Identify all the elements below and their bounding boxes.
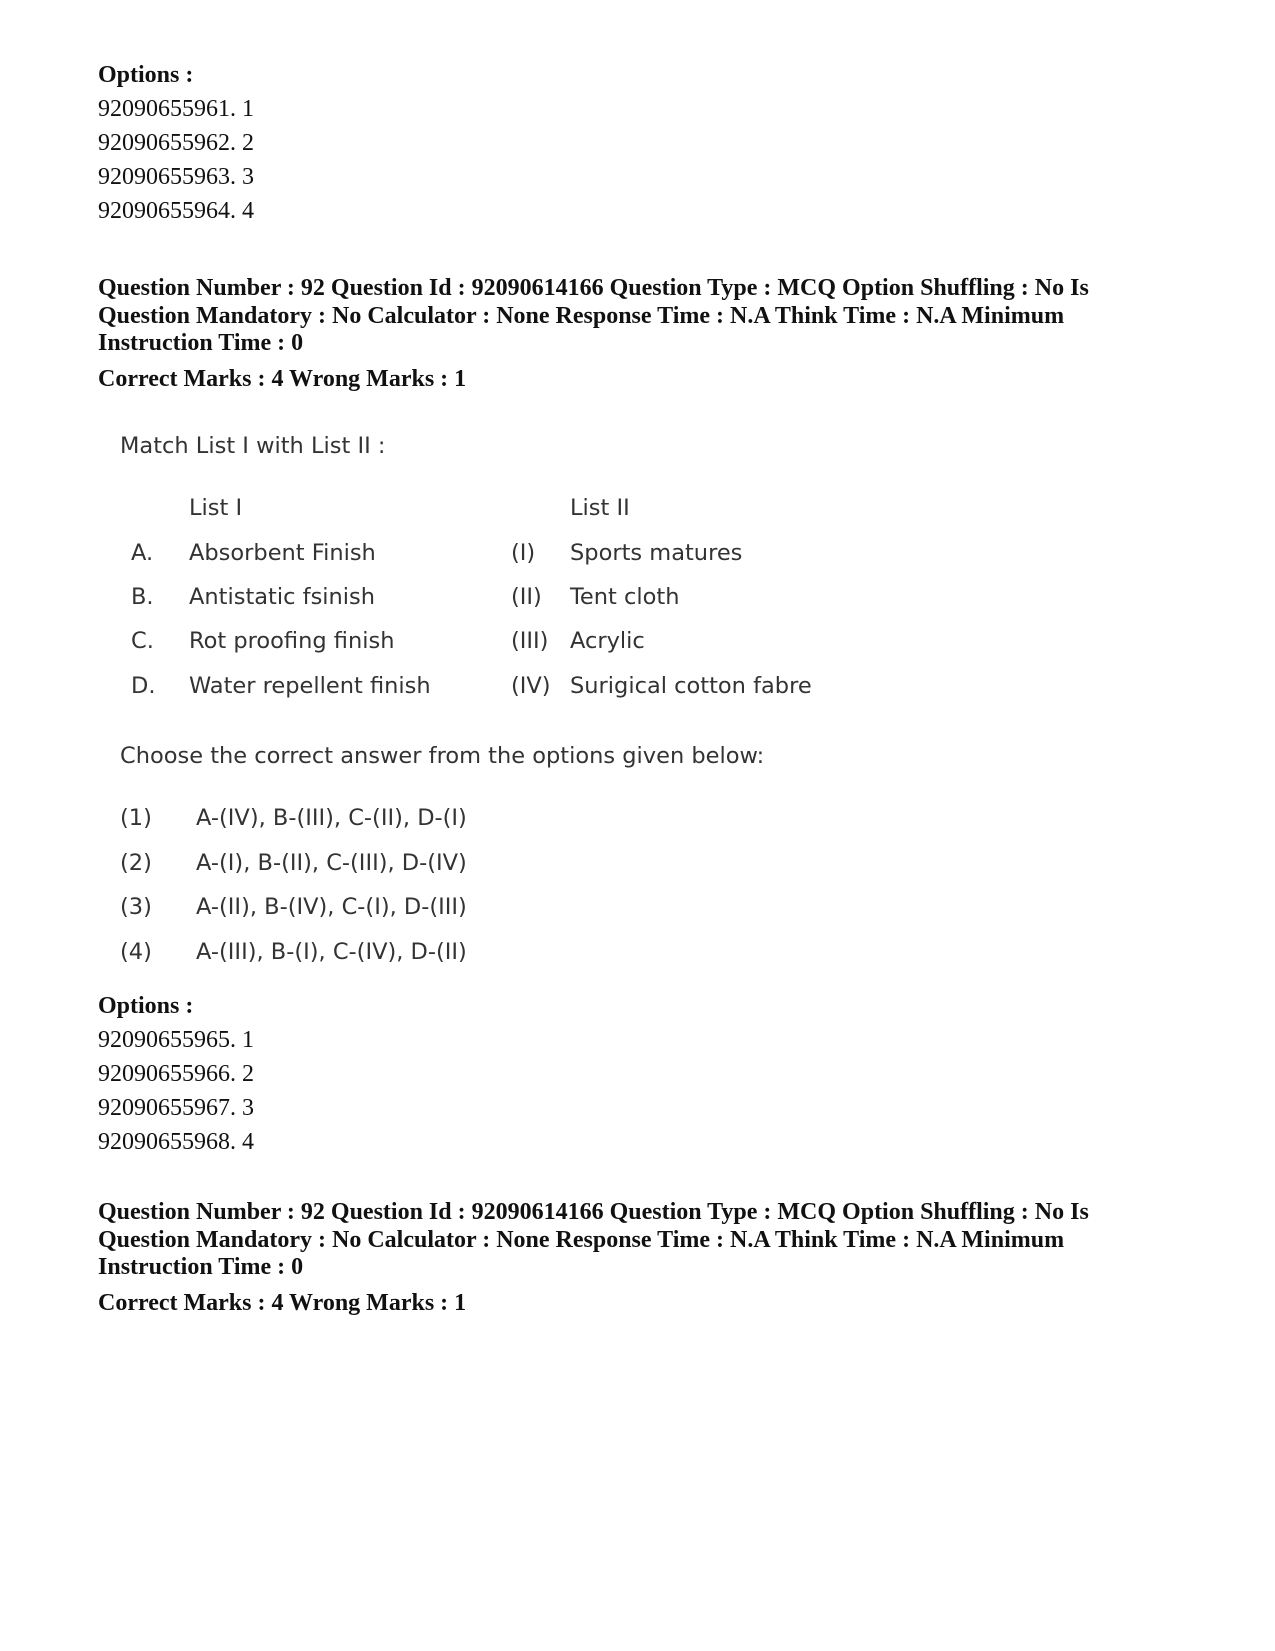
question-prompt: Match List I with List II :: [120, 433, 386, 459]
option-item: 92090655961. 1: [98, 96, 254, 122]
row-item: Rot proofing finish: [189, 628, 395, 654]
answer-text: A-(IV), B-(III), C-(II), D-(I): [196, 805, 467, 831]
option-item: 92090655967. 3: [98, 1095, 254, 1121]
answer-text: A-(I), B-(II), C-(III), D-(IV): [196, 850, 467, 876]
option-item: 92090655965. 1: [98, 1027, 254, 1053]
answer-text: A-(II), B-(IV), C-(I), D-(III): [196, 894, 467, 920]
option-item: 92090655966. 2: [98, 1061, 254, 1087]
option-item: 92090655963. 3: [98, 164, 254, 190]
answer-text: A-(III), B-(I), C-(IV), D-(II): [196, 939, 467, 965]
row-item: Water repellent finish: [189, 673, 431, 699]
option-item: 92090655962. 2: [98, 130, 254, 156]
list1-heading: List I: [189, 495, 243, 521]
answer-number: (3): [120, 894, 152, 920]
choose-instruction: Choose the correct answer from the options given below:: [120, 743, 765, 769]
row-match: Tent cloth: [570, 584, 680, 610]
row-letter: D.: [131, 673, 156, 699]
option-item: 92090655964. 4: [98, 198, 254, 224]
row-letter: B.: [131, 584, 154, 610]
row-letter: A.: [131, 540, 154, 566]
row-item: Absorbent Finish: [189, 540, 376, 566]
row-roman: (I): [511, 540, 536, 566]
answer-number: (2): [120, 850, 152, 876]
answer-number: (4): [120, 939, 152, 965]
row-roman: (II): [511, 584, 542, 610]
row-match: Acrylic: [570, 628, 645, 654]
question-marks: Correct Marks : 4 Wrong Marks : 1: [98, 366, 467, 392]
question-marks: Correct Marks : 4 Wrong Marks : 1: [98, 1290, 467, 1316]
question-header: Question Number : 92 Question Id : 92090614166 Question Type : MCQ Option Shuffling : No Is Question Mandatory : No Calculator : None Response Time : N.A Think Time : N.A Minimum Instruction Time : 0: [98, 275, 1089, 356]
options-heading: Options :: [98, 993, 194, 1019]
row-match: Sports matures: [570, 540, 743, 566]
row-item: Antistatic fsinish: [189, 584, 376, 610]
row-roman: (IV): [511, 673, 551, 699]
question-header: Question Number : 92 Question Id : 92090614166 Question Type : MCQ Option Shuffling : No Is Question Mandatory : No Calculator : None Response Time : N.A Think Time : N.A Minimum Instruction Time : 0: [98, 1199, 1089, 1280]
row-roman: (III): [511, 628, 549, 654]
options-heading: Options :: [98, 62, 194, 88]
answer-number: (1): [120, 805, 152, 831]
option-item: 92090655968. 4: [98, 1129, 254, 1155]
row-match: Surigical cotton fabre: [570, 673, 812, 699]
row-letter: C.: [131, 628, 154, 654]
list2-heading: List II: [570, 495, 630, 521]
